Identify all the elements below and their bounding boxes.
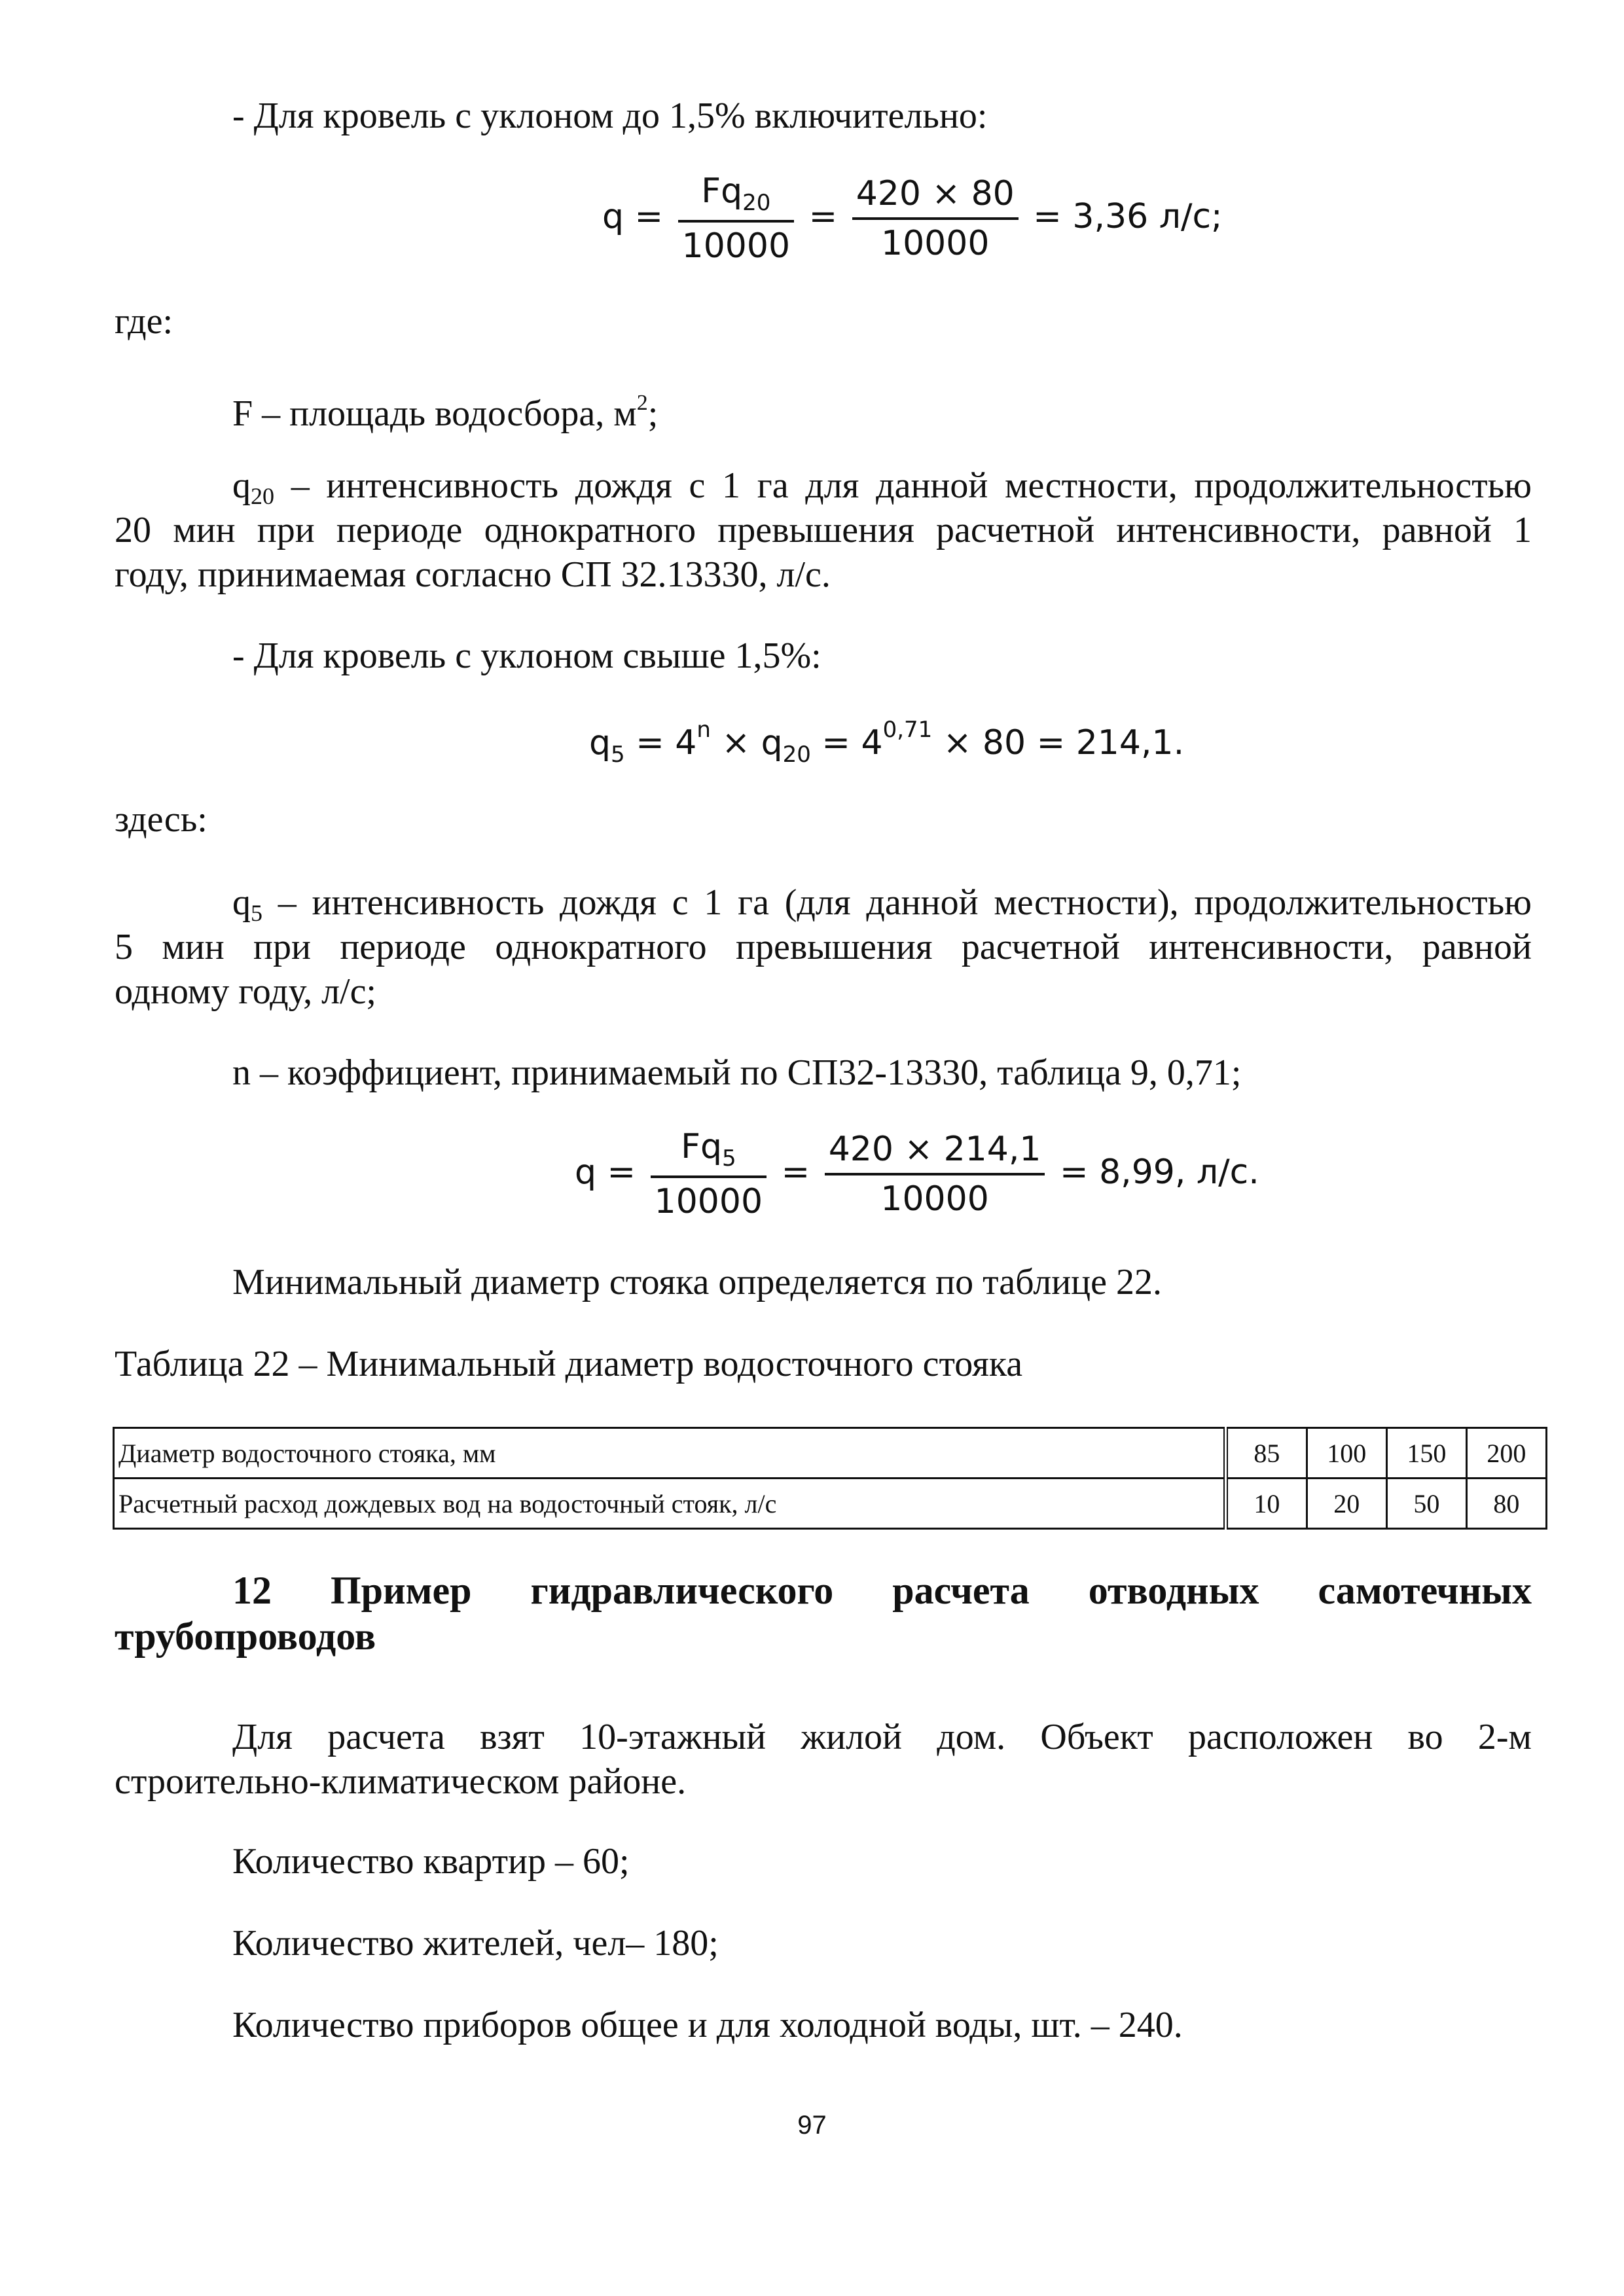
table-row-label: Расчетный расход дождевых вод на водосточный стояк, л/с (114, 1479, 1226, 1529)
equals-4: = 4 (821, 723, 883, 762)
definition-line-1: – интенсивность дождя с 1 га (для данной местности), продолжительностью (278, 882, 1532, 923)
paragraph-roof-low-slope: - Для кровель с уклоном до 1,5% включительно: (232, 96, 988, 136)
equals-sign: = (808, 197, 838, 236)
equals-sign: = (781, 1153, 810, 1192)
fraction-denominator: 10000 (880, 1179, 989, 1219)
subscript-5: 5 (251, 900, 262, 926)
paragraph-line-1: Для расчета взят 10-этажный жилой дом. Объект расположен во 2-м (232, 1717, 1532, 1757)
paragraph-object (115, 1715, 1532, 1804)
fraction-numerator: Fq (681, 1127, 722, 1166)
superscript-n: n (696, 717, 711, 743)
definition-q20 (115, 463, 1532, 597)
table-cell: 10 (1226, 1479, 1307, 1529)
table-cell: 50 (1386, 1479, 1466, 1529)
subscript-5: 5 (721, 1145, 736, 1172)
symbol-q: q (232, 465, 251, 506)
page-number: 97 (797, 2111, 827, 2140)
superscript-exponent: 0,71 (882, 717, 933, 743)
equals-sign: = (636, 723, 664, 762)
formula-result: = 8,99, л/с. (1059, 1153, 1259, 1192)
paragraph-residents: Количество жителей, чел– 180; (232, 1923, 719, 1964)
definition-q5 (115, 880, 1532, 1014)
formula-lhs: q = (602, 197, 664, 236)
subscript-20: 20 (742, 190, 771, 216)
subscript-20: 20 (251, 483, 274, 509)
fraction-denominator: 10000 (881, 224, 990, 263)
definition-line-3: году, принимаемая согласно СП 32.13330, л/с. (115, 554, 831, 595)
table-cell: 100 (1307, 1428, 1386, 1479)
definition-line-3: одному году, л/с; (115, 971, 376, 1012)
fraction-fq20 (678, 171, 794, 266)
paragraph-roof-high-slope: - Для кровель с уклоном свыше 1,5%: (232, 636, 821, 676)
base-4: 4 (675, 723, 697, 762)
definition-line-2: 5 мин при периоде однократного превышения расчетной интенсивности, равной (115, 927, 1532, 967)
formula-result: = 3,36 л/с; (1033, 197, 1223, 236)
table-cell: 80 (1466, 1479, 1546, 1529)
table-caption: Таблица 22 – Минимальный диаметр водосточного стояка (115, 1344, 1023, 1384)
subscript-5: 5 (611, 742, 625, 768)
formula-q5 (589, 717, 1184, 768)
formula-result: × 80 = 214,1. (943, 723, 1185, 762)
fraction-fq5 (651, 1127, 767, 1221)
fraction-denominator: 10000 (654, 1182, 763, 1221)
definition-F (232, 381, 1532, 436)
table-row (114, 1428, 1547, 1479)
table-cell: 200 (1466, 1428, 1546, 1479)
definition-text: F – площадь водосбора, м (232, 393, 637, 434)
paragraph-fixtures: Количество приборов общее и для холодной воды, шт. – 240. (232, 2005, 1183, 2045)
table-row-label: Диаметр водосточного стояка, мм (114, 1428, 1226, 1479)
subscript-20: 20 (782, 742, 811, 768)
fraction-numerator: 420 × 214,1 (825, 1130, 1045, 1175)
formula-q-low-slope (602, 171, 1223, 266)
heading-line-2: трубопроводов (115, 1615, 376, 1658)
fraction-numerator: 420 × 80 (852, 174, 1019, 220)
fraction-denominator: 10000 (681, 226, 791, 266)
paragraph-min-diameter: Минимальный диаметр стояка определяется по таблице 22. (232, 1262, 1162, 1302)
definition-line-1: – интенсивность дождя с 1 га для данной местности, продолжительностью (291, 465, 1532, 506)
heading-line-1: 12 Пример гидравлического расчета отводных самотечных (232, 1569, 1532, 1612)
fraction-numeric (825, 1130, 1045, 1219)
fraction-numerator: Fq (701, 171, 743, 211)
formula-q-high-slope (575, 1127, 1259, 1221)
paragraph-line-2: строительно-климатическом районе. (115, 1761, 687, 1802)
times-q: × q (721, 723, 783, 762)
fraction-numeric (852, 174, 1019, 263)
table-min-diameter (113, 1427, 1547, 1530)
table-cell: 150 (1386, 1428, 1466, 1479)
superscript: 2 (636, 391, 648, 415)
table-cell: 20 (1307, 1479, 1386, 1529)
label-here: здесь: (115, 799, 208, 840)
definition-n: n – коэффициент, принимаемый по СП32-13330, таблица 9, 0,71; (232, 1052, 1242, 1093)
definition-line-2: 20 мин при периоде однократного превышения расчетной интенсивности, равной 1 (115, 510, 1532, 550)
symbol-q: q (232, 882, 251, 923)
label-where: где: (115, 301, 173, 342)
definition-tail: ; (647, 393, 659, 434)
table-row (114, 1479, 1547, 1529)
symbol-q: q (589, 723, 611, 762)
formula-lhs: q = (575, 1153, 636, 1192)
paragraph-apartments: Количество квартир – 60; (232, 1841, 630, 1882)
table-cell: 85 (1226, 1428, 1307, 1479)
section-heading-12 (115, 1568, 1532, 1659)
